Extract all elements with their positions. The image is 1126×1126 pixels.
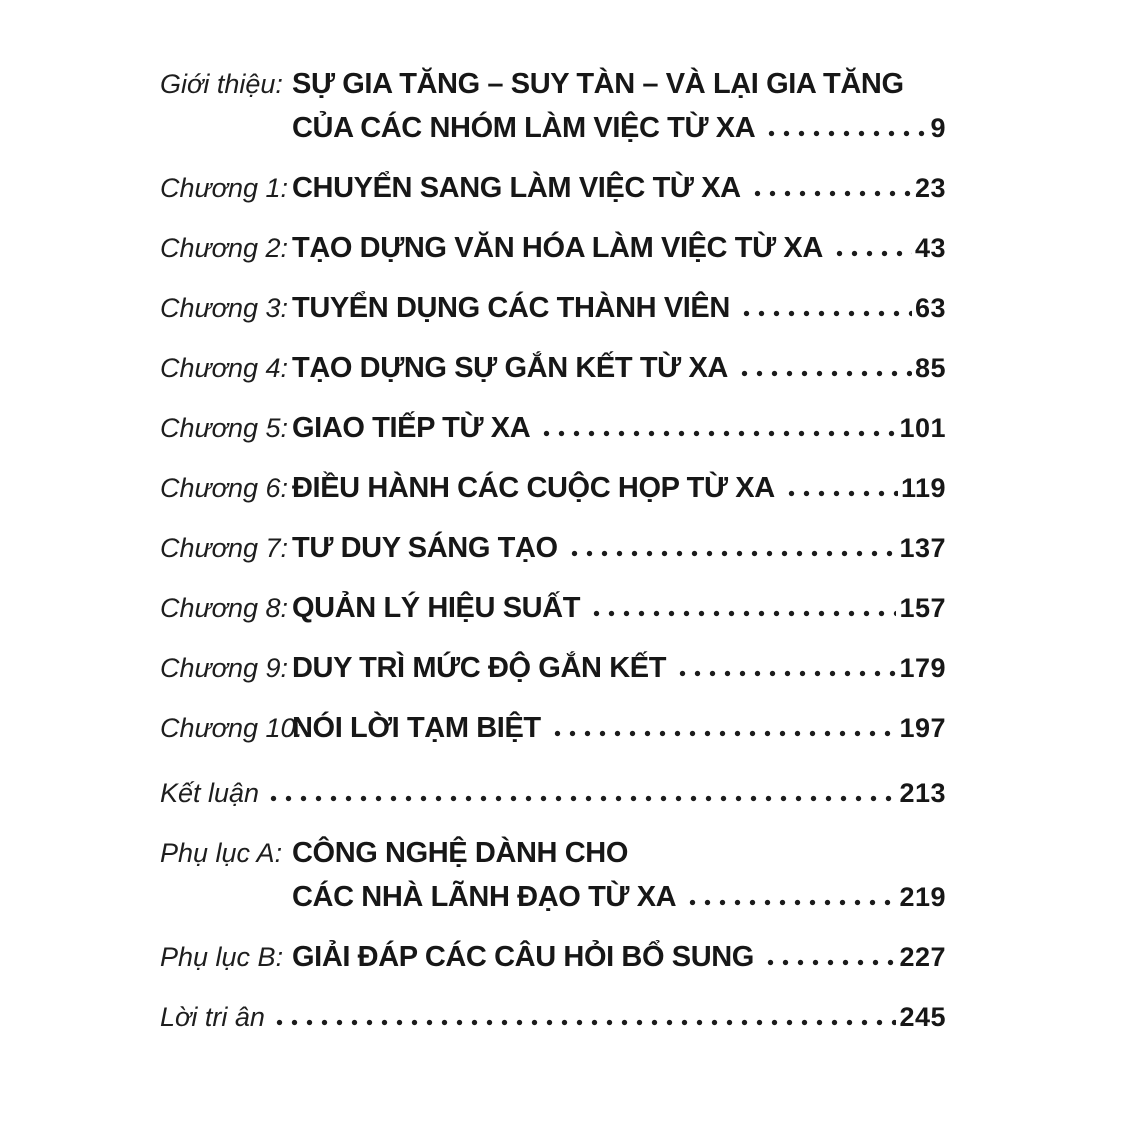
entry-label: Giới thiệu: bbox=[160, 69, 283, 99]
dot-leader bbox=[764, 106, 927, 150]
entry-title: CỦA CÁC NHÓM LÀM VIỆC TỪ XA bbox=[292, 112, 756, 144]
dot-leader bbox=[750, 166, 912, 210]
toc-line bbox=[160, 406, 946, 450]
entry-label: Chương 8: bbox=[160, 593, 288, 623]
toc-line bbox=[160, 346, 946, 390]
entry-title: DUY TRÌ MỨC ĐỘ GẮN KẾT bbox=[292, 652, 667, 684]
page-number: 137 bbox=[899, 533, 946, 563]
page-number: 119 bbox=[900, 473, 946, 503]
page-number: 219 bbox=[899, 882, 946, 912]
dot-leader bbox=[539, 406, 896, 450]
entry-title: TẠO DỰNG VĂN HÓA LÀM VIỆC TỪ XA bbox=[292, 232, 823, 264]
dot-leader bbox=[763, 935, 896, 979]
toc-line bbox=[160, 226, 946, 270]
dot-leader bbox=[784, 466, 898, 510]
entry-title: CÔNG NGHỆ DÀNH CHO bbox=[292, 837, 628, 869]
entry-label: Chương 9: bbox=[160, 653, 288, 683]
toc-line bbox=[160, 935, 946, 979]
toc-entry bbox=[160, 226, 946, 270]
toc-line bbox=[160, 831, 946, 875]
toc-line bbox=[160, 995, 946, 1039]
toc-list bbox=[160, 62, 946, 1055]
toc-line bbox=[160, 646, 946, 690]
page-number: 23 bbox=[914, 173, 946, 203]
dot-leader bbox=[685, 875, 896, 919]
dot-leader bbox=[567, 526, 897, 570]
entry-title: TƯ DUY SÁNG TẠO bbox=[292, 532, 558, 564]
entry-title: QUẢN LÝ HIỆU SUẤT bbox=[292, 592, 581, 624]
dot-leader bbox=[266, 771, 896, 815]
page-number: 101 bbox=[899, 413, 946, 443]
toc-entry bbox=[160, 62, 946, 150]
entry-label: Kết luận bbox=[160, 778, 260, 808]
toc-line bbox=[160, 166, 946, 210]
entry-title: NÓI LỜI TẠM BIỆT bbox=[292, 712, 541, 744]
toc-entry bbox=[160, 706, 946, 750]
dot-leader bbox=[272, 995, 897, 1039]
dot-leader bbox=[589, 586, 896, 630]
toc-line bbox=[160, 706, 946, 750]
page-number: 157 bbox=[899, 593, 946, 623]
toc-line bbox=[160, 526, 946, 570]
dot-leader bbox=[739, 286, 912, 330]
page-number: 227 bbox=[899, 942, 946, 972]
entry-label: Chương 4: bbox=[160, 353, 288, 383]
entry-label: Phụ lục B: bbox=[160, 942, 284, 972]
toc-entry bbox=[160, 166, 946, 210]
entry-label: Chương 7: bbox=[160, 533, 288, 563]
toc-line bbox=[160, 106, 946, 150]
toc-entry bbox=[160, 935, 946, 979]
entry-label: Chương 3: bbox=[160, 293, 288, 323]
toc-entry bbox=[160, 646, 946, 690]
toc-entry bbox=[160, 771, 946, 815]
entry-title: GIẢI ĐÁP CÁC CÂU HỎI BỔ SUNG bbox=[292, 941, 754, 973]
entry-label: Phụ lục A: bbox=[160, 838, 283, 868]
entry-label: Chương 10: bbox=[160, 713, 304, 743]
toc-entry bbox=[160, 831, 946, 919]
toc-entry bbox=[160, 586, 946, 630]
page-number: 43 bbox=[914, 233, 946, 263]
toc-entry bbox=[160, 466, 946, 510]
toc-line bbox=[160, 771, 946, 815]
page-number: 197 bbox=[899, 713, 946, 743]
toc-entry bbox=[160, 995, 946, 1039]
entry-label: Chương 5: bbox=[160, 413, 288, 443]
toc-entry bbox=[160, 286, 946, 330]
dot-leader bbox=[550, 706, 897, 750]
dot-leader bbox=[832, 226, 912, 270]
toc-line bbox=[160, 586, 946, 630]
entry-title: ĐIỀU HÀNH CÁC CUỘC HỌP TỪ XA bbox=[292, 472, 775, 504]
entry-title: CÁC NHÀ LÃNH ĐẠO TỪ XA bbox=[292, 881, 677, 913]
entry-label: Chương 2: bbox=[160, 233, 288, 263]
toc-entry bbox=[160, 346, 946, 390]
dot-leader bbox=[675, 646, 896, 690]
entry-label: Chương 6: bbox=[160, 473, 288, 503]
entry-title: CHUYỂN SANG LÀM VIỆC TỪ XA bbox=[292, 172, 741, 204]
entry-title: TUYỂN DỤNG CÁC THÀNH VIÊN bbox=[292, 292, 730, 324]
toc-line bbox=[160, 466, 946, 510]
toc-line bbox=[160, 875, 946, 919]
toc-line bbox=[160, 62, 946, 106]
page-number: 85 bbox=[914, 353, 946, 383]
page-number: 213 bbox=[899, 778, 946, 808]
page-number: 9 bbox=[930, 113, 946, 143]
entry-title: SỰ GIA TĂNG – SUY TÀN – VÀ LẠI GIA TĂNG bbox=[292, 68, 904, 100]
entry-title: GIAO TIẾP TỪ XA bbox=[292, 412, 531, 444]
page-number: 179 bbox=[899, 653, 946, 683]
page-number: 63 bbox=[914, 293, 946, 323]
toc-line bbox=[160, 286, 946, 330]
dot-leader bbox=[737, 346, 912, 390]
entry-label: Lời tri ân bbox=[160, 1002, 265, 1032]
toc-entry bbox=[160, 406, 946, 450]
entry-label: Chương 1: bbox=[160, 173, 288, 203]
page-number: 245 bbox=[899, 1002, 946, 1032]
entry-title: TẠO DỰNG SỰ GẮN KẾT TỪ XA bbox=[292, 352, 728, 384]
toc-entry bbox=[160, 526, 946, 570]
